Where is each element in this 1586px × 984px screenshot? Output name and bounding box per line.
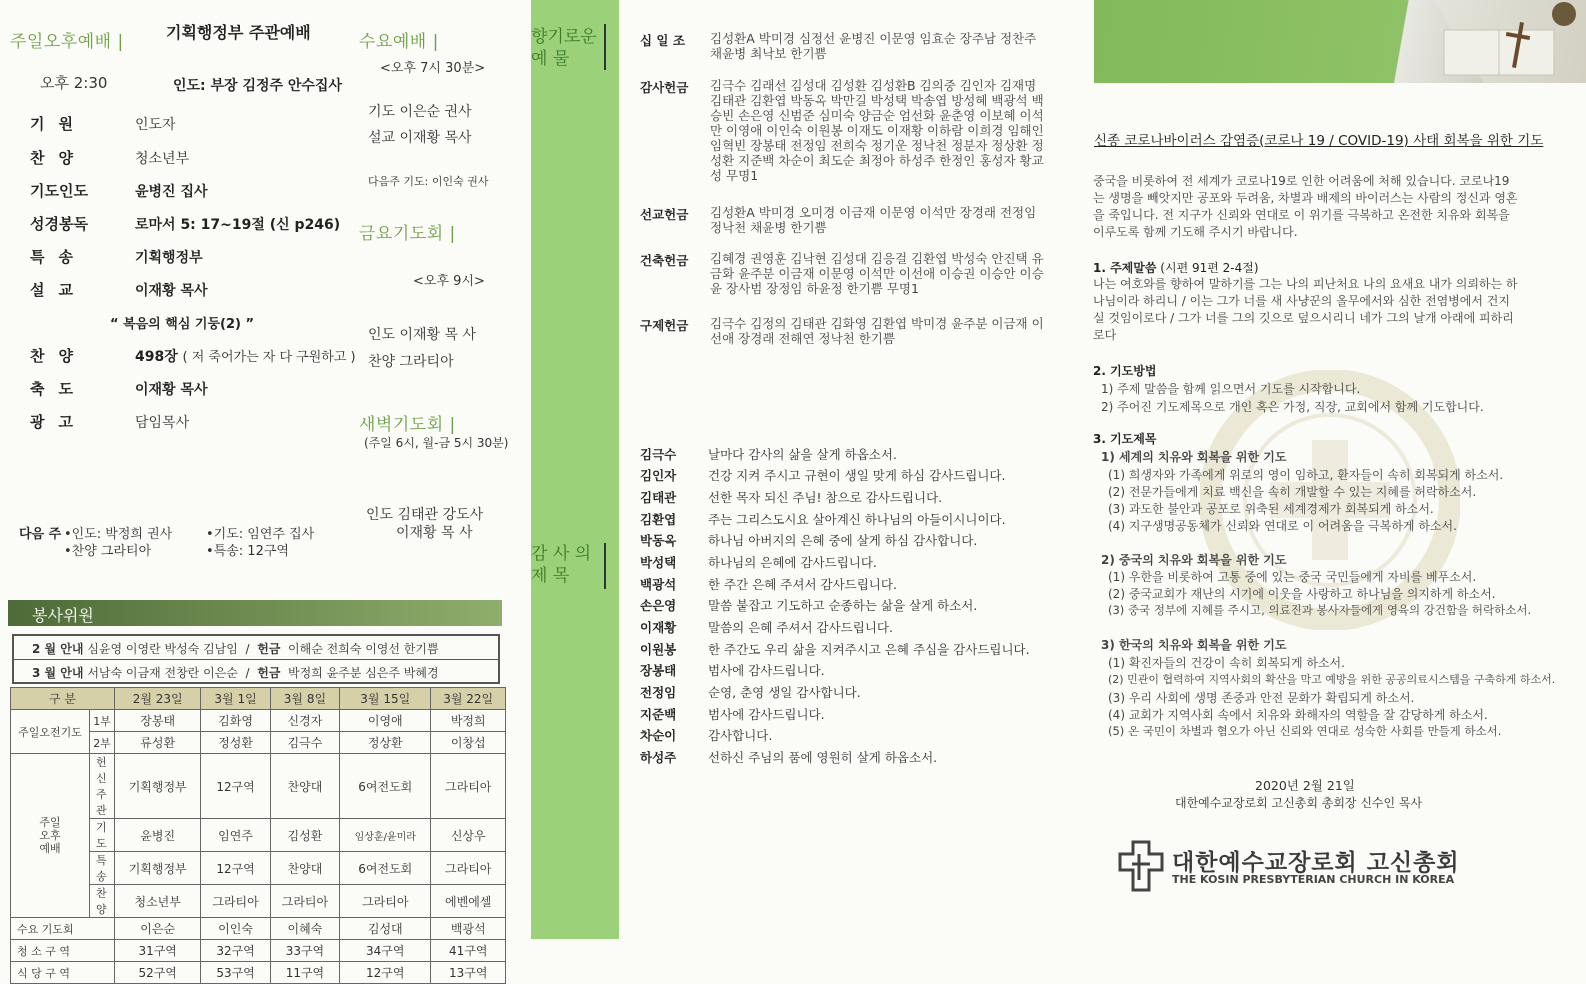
divider [604,543,606,589]
service-leader: 인도: 부장 김정주 안수집사 [173,78,342,94]
bible-cross-image [1094,0,1586,83]
order-item: 찬양 498장 ( 저 죽어가는 자 다 구원하고 ) [30,347,356,365]
order-item: 설교 이재황 목사 [30,281,208,299]
list-item: (2) 민관이 협력하여 지역사회의 확산을 막고 예방을 위한 공공의료시스템을 구축하게 하소서. [1108,673,1556,686]
next-week-lead: •인도: 박정희 권사 [64,527,173,542]
list-item: 1) 주제 말씀을 함께 읽으면서 기도를 시작합니다. [1101,382,1361,396]
section-heading: 2. 기도방법 [1093,364,1157,378]
org-name-korean: 대한예수교장로회 고신총회 [1172,850,1460,876]
header-banner [1094,0,1586,83]
org-name-english: THE KOSIN PRESBYTERIAN CHURCH IN KOREA [1172,873,1455,886]
offering-label: 십 일 조 [640,33,685,48]
order-item: 광고 담임목사 [30,413,190,431]
dawn-lead: 인도 김태관 강도사 [366,507,484,523]
offering-names: 김성환A 박미경 오미경 이금재 이문영 이석만 장경래 전정임 정낙천 채윤병 한기쁨 [710,205,1037,235]
prayer-intro: 중국을 비롯하여 전 세계가 코로나19로 인한 어려움에 처해 있습니다. 코로나19는 생명을 빼앗지만 공포와 두려움, 차별과 배제의 바이러스는 사람의 정신과 영혼을 죽입니다. 전 지구가 신뢰와 연대로 이 위기를 극복하고 온전한 치유와 회복을 이루도록 함께 기도해 주시기 바랍니다. [1093,174,1518,239]
wednesday-prayer: 기도 이은순 권사 [368,104,472,120]
offering-label: 구제헌금 [640,318,689,333]
sermon-title: “ 복음의 핵심 기둥(2) ” [110,317,255,332]
order-item: 기원 인도자 [30,115,176,133]
list-item: (1) 확진자들의 건강이 속히 회복되게 하소서. [1108,656,1345,670]
table-row: 주일 오후 예배 헌신 주관 기획행정부 12구역 찬양대 6여전도회 그라티아 [11,754,506,819]
service-subtitle: 기획행정부 주관예배 [166,23,311,42]
section-heading: 1. 주제말씀 (시편 91편 2-4절) [1093,261,1259,275]
volunteers-title: 봉사위원 [32,606,94,625]
order-item: 축도 이재황 목사 [30,380,208,398]
prayer-title: 신종 코로나바이러스 감염증(코로나 19 / COVID-19) 사태 회복을 위한 기도 [1094,133,1544,149]
table-row: 찬 양 청소년부 그라티아 그라티아 그라티아 에벤에셀 [11,885,506,918]
table-row: 특 송 기획행정부 12구역 찬양대 6여전도회 그라티아 [11,852,506,885]
list-item: (4) 교회가 지역사회 속에서 치유와 화해자의 역할을 잘 감당하게 하소서. [1108,708,1488,722]
church-logo-icon [1118,840,1164,892]
table-row: 기 도 윤병진 임연주 김성환 임상훈/윤미라 신상우 [11,819,506,852]
offering-names: 김혜경 권영훈 김낙현 김성대 김응걸 김환엽 박성숙 안진택 유금화 윤주분 이금재 이문영 이석만 이선애 이승권 이승안 이승윤 장사범 장정임 하윤정 한기쁨 무명1 [710,251,1044,296]
list-item: 전정임 순영, 춘영 생일 감사합니다. [640,685,861,700]
prayer-group-title: 2) 중국의 치유와 회복을 위한 기도 [1101,553,1287,567]
list-item: (2) 전문가들에게 치료 백신을 속히 개발할 수 있는 지혜를 허락하소서. [1108,485,1477,499]
list-item: 이원봉 한 주간도 우리 삶을 지켜주시고 은혜 주심을 감사드립니다. [640,642,1030,657]
wednesday-title: 수요예배 | [359,32,439,52]
list-item: (3) 과도한 불안과 공포로 위축된 세계경제가 회복되게 하소서. [1108,502,1434,516]
monthly-guide-box [12,634,500,684]
list-item: 이재황 말씀의 은혜 주셔서 감사드립니다. [640,620,893,635]
mar-guide: 3 월 안내 서남숙 이금재 전창란 이은순 / 헌금 박정희 윤주분 심은주 박혜경 [32,666,439,680]
list-item: 김극수 날마다 감사의 삶을 살게 하옵소서. [640,447,897,462]
offering-title: 향기로운 예 물 [531,27,597,69]
order-item: 특송 기획행정부 [30,248,203,266]
table-row: 수요 기도회 이은순 이인숙 이혜숙 김성대 백광석 [11,918,506,940]
section-heading: 3. 기도제목 [1093,432,1157,446]
list-item: (1) 희생자와 가족에게 위로의 영이 임하고, 환자들이 속히 회복되게 하소서. [1108,468,1504,482]
theme-scripture: 나는 여호와를 향하여 말하기를 그는 나의 피난처요 나의 요새요 내가 의뢰하는 하나님이라 하리니 / 이는 그가 너를 새 사냥꾼의 올무에서와 심한 전염병에서 건지실 것임이로다 / 그가 너를 그의 깃으로 덮으시리니 네가 그의 날개 아래에 피하리로다 [1093,277,1518,342]
feb-guide: 2 월 안내 심윤영 이영란 박성숙 김남임 / 헌금 이해순 전희숙 이영선 한기쁨 [32,642,439,656]
wednesday-next: 다음주 기도: 이인숙 권사 [368,175,489,188]
next-week-praise: •찬양 그라티아 [64,544,152,559]
list-item: 손은영 말씀 붙잡고 기도하고 순종하는 삶을 살게 하소서. [640,598,978,613]
service-time: 오후 2:30 [40,74,108,92]
list-item: (3) 중국 정부에 지혜를 주시고, 의료진과 봉사자들에게 영육의 강건함을 허락하소서. [1108,603,1532,617]
dawn-time: (주일 6시, 월-금 5시 30분) [364,436,509,450]
prayer-group-title: 3) 한국의 치유와 회복을 위한 기도 [1101,638,1287,652]
table-row: 식 당 구 역 52구역 53구역 11구역 12구역 13구역 [11,962,506,984]
list-item: 김환엽 주는 그리스도시요 살아계신 하나님의 아들이시니이다. [640,512,1006,527]
list-item: 지준백 범사에 감사드립니다. [640,707,825,722]
next-week-special: •특송: 12구역 [206,544,289,559]
table-row: 청 소 구 역 31구역 32구역 33구역 34구역 41구역 [11,940,506,962]
list-item: 차순이 감사합니다. [640,728,773,743]
list-item: 2) 주어진 기도제목으로 개인 혹은 가정, 직장, 교회에서 함께 기도합니다. [1101,400,1484,414]
table-header-row: 구 분 2월 23일 3월 1일 3월 8일 3월 15일 3월 22일 [11,688,506,710]
list-item: (3) 우리 사회에 생명 존중과 안전 문화가 확립되게 하소서. [1108,691,1415,705]
friday-praise: 찬양 그라티아 [368,354,454,370]
wednesday-time: <오후 7시 30분> [380,61,486,76]
friday-title: 금요기도회 | [359,224,456,244]
offering-label: 건축헌금 [640,253,689,268]
table-row: 2부 류성환 정성환 김극수 정상환 이창섭 [11,732,506,754]
date: 2020년 2월 21일 [1255,778,1355,793]
next-week-prayer: •기도: 임연주 집사 [206,527,315,542]
dawn-title: 새벽기도회 | [359,415,456,435]
list-item: 김인자 건강 지켜 주시고 규현이 생일 맞게 하심 감사드립니다. [640,468,1006,483]
list-item: (4) 지구생명공동체가 신뢰와 연대로 이 어려움을 극복하게 하소서. [1108,519,1457,533]
list-item: 박성택 하나님의 은혜에 감사드립니다. [640,555,877,570]
volunteer-table [10,687,506,984]
offering-names: 김극수 김래선 김성대 김성환 김성환B 김의중 김인자 김재명 김태관 김환엽 박동옥 박만길 박성택 박송엽 방성혜 백광석 백승빈 손은영 신범준 심미숙 양금순 엄선화 윤춘영 이보혜 이석만 이영애 이인숙 이원봉 이재도 이재황 이하람 이희경 임해인 임혁빈 장봉태 전정임 전희숙 정기운 정낙천 정분자 정상환 정성환 지준백 차순이 최도순 최정아 하성주 한정인 홍성자 황교성 무명1 [710,78,1044,183]
list-item: 박동옥 하나님 아버지의 은혜 중에 살게 하심 감사합니다. [640,533,978,548]
order-item: 찬양 청소년부 [30,149,190,167]
list-item: 백광석 한 주간 은혜 주셔서 감사드립니다. [640,577,897,592]
divider [14,659,498,660]
sunday-service-title: 주일오후예배 | [10,32,124,52]
list-item: 장봉태 범사에 감사드립니다. [640,663,825,678]
offering-label: 감사헌금 [640,80,689,95]
dawn-lead2: 이재황 목 사 [396,525,473,541]
wednesday-sermon: 설교 이재황 목사 [368,130,472,146]
list-item: 김태관 선한 목자 되신 주님! 참으로 감사드립니다. [640,490,943,505]
offering-label: 선교헌금 [640,207,689,222]
offering-names: 김극수 김정의 김태관 김화영 김환엽 박미경 윤주분 이금재 이선애 장경래 전해연 정낙천 한기쁨 [710,316,1044,346]
list-item: 하성주 선하신 주님의 품에 영원히 살게 하옵소서. [640,750,938,765]
divider [604,24,606,70]
list-item: (5) 온 국민이 차별과 혐오가 아닌 신뢰와 연대로 성숙한 사회를 만들게 하소서. [1108,724,1502,738]
order-item: 기도인도 윤병진 집사 [30,182,208,200]
table-row: 주일오전기도 1부 장봉태 김화영 신경자 이영애 박정희 [11,710,506,732]
green-strip [531,0,619,939]
prayer-group-title: 1) 세계의 치유와 회복을 위한 기도 [1101,450,1287,464]
friday-lead: 인도 이재황 목 사 [368,327,477,343]
order-item: 성경봉독 로마서 5: 17~19절 (신 p246) [30,215,341,233]
thanks-title: 감 사 의 제 목 [531,544,592,586]
next-week-label: 다음 주 [19,527,62,542]
volunteers-band [8,600,502,626]
offering-names: 김성환A 박미경 심정선 윤병진 이문영 임효순 장주남 정찬주 채윤병 최낙보 한기쁨 [710,31,1037,61]
list-item: (2) 중국교회가 재난의 시기에 이웃을 사랑하고 하나님을 의지하게 하소서. [1108,587,1496,601]
list-item: (1) 우한을 비롯하여 고통 중에 있는 중국 국민들에게 자비를 베푸소서. [1108,570,1477,584]
friday-time: <오후 9시> [413,274,485,289]
signature: 대한예수교장로회 고신총회 총회장 신수인 목사 [1175,796,1423,810]
